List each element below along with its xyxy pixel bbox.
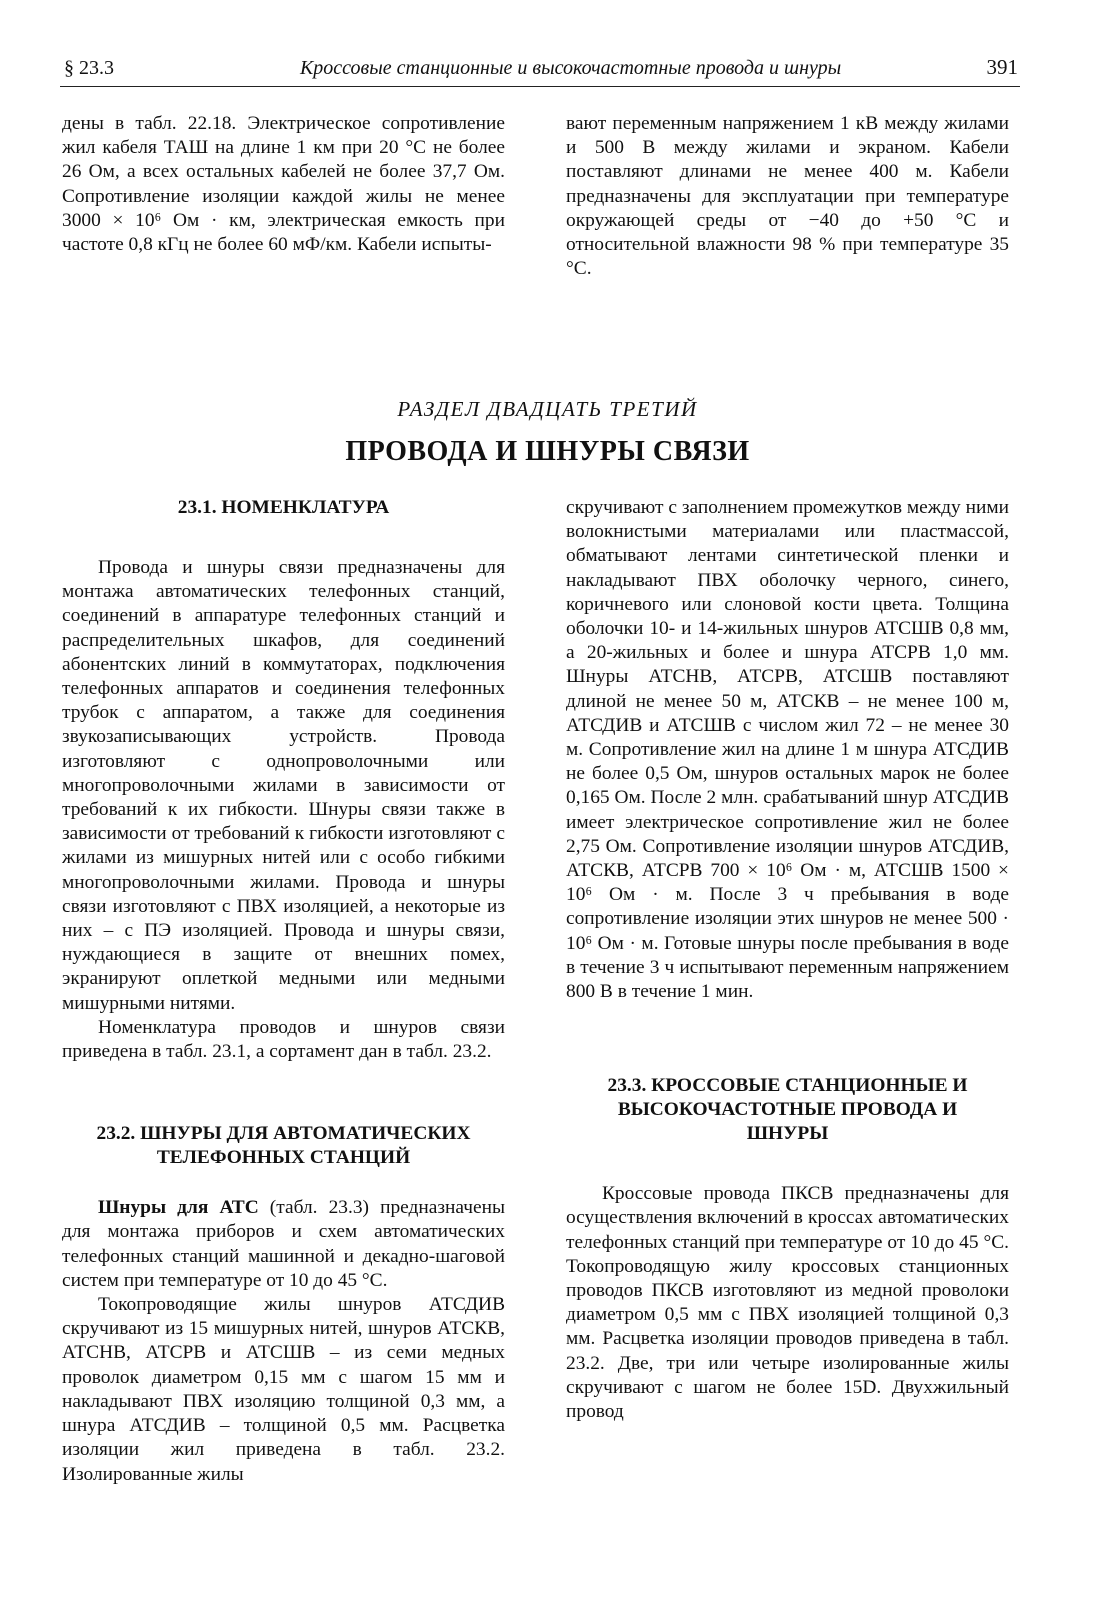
paragraph: Токопроводящие жилы шнуров АТСДИВ скручивают из 15 мишурных нитей, шнуров АТСКВ, АТСНВ, АТСРВ и АТСШВ – из семи медных проволок диаметром 0,15 мм с шагом 15 мм и накладывают ПВХ изоляцию толщиной 0,3 мм, а шнура АТСДИВ – толщиной 0,5 мм. Расцветка изоляции жил приведена в табл. 23.2. Изолированные жилы bbox=[62, 1294, 505, 1485]
chapter-title: ПРОВОДА И ШНУРЫ СВЯЗИ bbox=[345, 436, 750, 467]
paragraph: Кроссовые провода ПКСВ предназначены для осуществления включений в кроссах автоматических телефонных станций при температуре от 10 до 45 °С. Токопроводящую жилу кроссовых станционных проводов ПКСВ изготовляют из медной проволоки диаметром 0,5 мм с ПВХ изоляцией толщиной 0,3 мм. Расцветка изоляции проводов приведена в табл. 23.2. Две, три или четыре изолированные жилы скручивают с шагом не более 15D. Двухжильный провод bbox=[566, 1183, 1009, 1423]
heading-line: 23.3. КРОССОВЫЕ СТАНЦИОННЫЕ И bbox=[607, 1075, 968, 1097]
right-column bbox=[566, 496, 1009, 1424]
page-number: 391 bbox=[986, 55, 1018, 79]
section-heading-23-2 bbox=[62, 1122, 505, 1170]
heading-line: ШНУРЫ bbox=[746, 1123, 829, 1145]
paragraph-continued: вают переменным напряжением 1 кВ между жилами и 500 В между жилами и экраном. Кабели поставляют длинами не менее 400 м. Кабели предназначены для эксплуатации при температуре окружающей среды от −40 до +50 °С и относительной влажности 98 % при температуре 35 °С. bbox=[566, 113, 1009, 280]
header-section-number: § 23.3 bbox=[64, 57, 114, 79]
paragraph: Номенклатура проводов и шнуров связи приведена в табл. 23.1, а сортамент дан в табл. 23.2. bbox=[62, 1016, 505, 1063]
heading-line: ВЫСОКОЧАСТОТНЫЕ ПРОВОДА И bbox=[617, 1099, 958, 1121]
paragraph: Провода и шнуры связи предназначены для монтажа автоматических телефонных станций, соединений в аппаратуре телефонных станций и распределительных шкафов, для соединений абонентских линий в коммутаторах, подключения телефонных аппаратов и соединения телефонных трубок с аппаратом, а также для соединения звукозаписывающих устройств. Провода изготовляют с однопроволочными или многопроволочными жилами в зависимости от требований к их гибкости. Шнуры связи также в зависимости от требований к гибкости изготовляют с жилами из мишурных нитей или с особо гибкими многопроволочными жилами. Провода и шнуры связи изготовляют с ПВХ изоляцией, а некоторые из них – с ПЭ изоляцией. Провода и шнуры связи, нуждающиеся в защите от внешних помех, экранируют оплеткой медными или медными мишурными нитями. bbox=[62, 557, 505, 1014]
heading-line: 23.2. ШНУРЫ ДЛЯ АВТОМАТИЧЕСКИХ bbox=[96, 1123, 471, 1145]
header-running-title: Кроссовые станционные и высокочастотные провода и шнуры bbox=[300, 57, 842, 79]
running-header bbox=[60, 56, 1020, 87]
section-heading-23-3 bbox=[566, 1074, 1009, 1146]
paragraph-continued: скручивают с заполнением промежутков между ними волокнистыми материалами или пластмассой, обматывают лентами синтетической пленки и накладывают ПВХ оболочку черного, синего, коричневого или слоновой кости цвета. Толщина оболочки 10- и 14-жильных шнуров АТСШВ 0,8 мм, а 20-жильных и более и шнура АТСРВ 1,0 мм. Шнуры АТСНВ, АТСРВ, АТСШВ поставляют длиной не менее 50 м, АТСКВ – не менее 100 м, АТСДИВ и АТСШВ с числом жил 72 – не менее 30 м. Сопротивление жил на длине 1 м шнура АТСДИВ не более 0,5 Ом, шнуров остальных марок не более 0,165 Ом. После 2 млн. срабатываний шнур АТСДИВ имеет электрическое сопротивление жил не более 2,75 Ом. Сопротивление изоляции шнуров АТСДИВ, АТСКВ, АТСРВ 700 × 10⁶ Ом · м, АТСШВ 1500 × 10⁶ Ом · м. После 3 ч пребывания в воде сопротивление изоляции этих шнуров не менее 500 · 10⁶ Ом · м. Готовые шнуры после пребывания в воде в течение 3 ч испытывают переменным напряжением 800 В в течение 1 мин. bbox=[566, 497, 1009, 1003]
paragraph-continued: дены в табл. 22.18. Электрическое сопротивление жил кабеля ТАШ на длине 1 км при 20 °С не более 26 Ом, а всех остальных кабелей не более 37,7 Ом. Сопротивление изоляции каждой жилы не менее 3000 × 10⁶ Ом · км, электрическая емкость при частоте 0,8 кГц не более 60 мФ/км. Кабели испыты- bbox=[62, 113, 505, 256]
paragraph-text: (табл. 23.3) предназначены для монтажа приборов и схем автоматических телефонных станций машинной и декадно-шаговой систем при температуре от 10 до 45 °С. bbox=[62, 1197, 505, 1291]
paragraph bbox=[62, 1196, 505, 1293]
section-heading-23-1: 23.1. НОМЕНКЛАТУРА bbox=[177, 497, 390, 518]
part-title: РАЗДЕЛ ДВАДЦАТЬ ТРЕТИЙ bbox=[397, 397, 698, 421]
right-column-top bbox=[566, 112, 1009, 281]
heading-line: ТЕЛЕФОННЫХ СТАНЦИЙ bbox=[156, 1147, 411, 1169]
run-in-term: Шнуры для АТС bbox=[98, 1197, 259, 1219]
left-column bbox=[62, 496, 505, 1487]
left-column-top bbox=[62, 112, 505, 257]
